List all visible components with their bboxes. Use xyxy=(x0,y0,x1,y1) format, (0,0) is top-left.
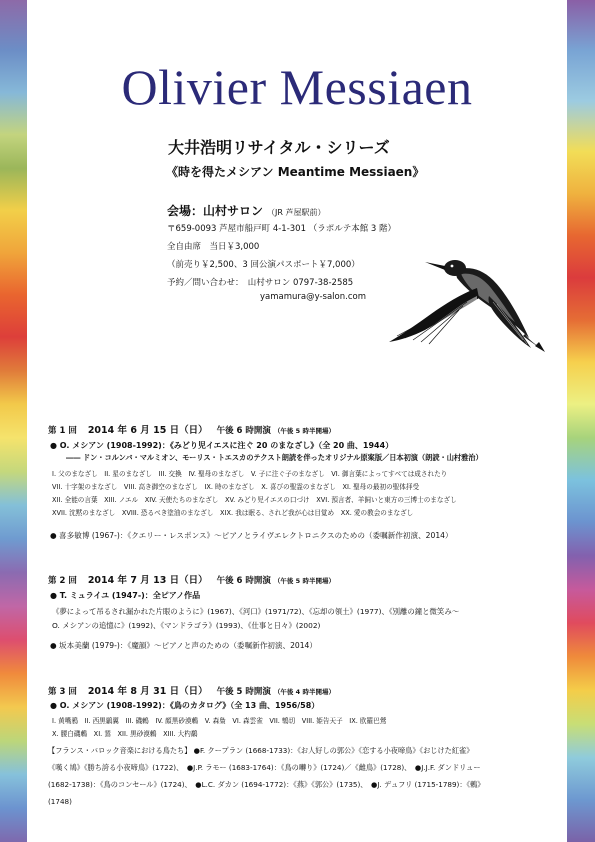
concert-3-heading xyxy=(48,683,335,697)
concert-1-movements-3: XII. 全能の言葉 XIII. ノエル XIV. 天使たちのまなざし XV. みどり児イエスの口づけ XVI. 預言者、羊飼いと東方の三博士のまなざし xyxy=(52,496,457,504)
concert-number: 第 2 回 xyxy=(48,576,77,586)
price-line-1: 全自由席 当日￥3,000 xyxy=(167,242,260,252)
concert-3-baroque-3: (1682-1738)：《鳥のコンセール》(1724)、 ●L.C. ダカン (1694-1772)：《燕》《郭公》(1735)、 ●J. デュフリ (1715-1789)：《鶫》 xyxy=(48,780,485,789)
concert-3-baroque-1: 【フランス・バロック音楽における鳥たち】 ●F. クープラン (1668-1733)：《お人好しの郭公》《恋する小夜啼鳥》《おじけた紅雀》 xyxy=(48,746,474,755)
concert-2-work-2: ● 坂本美蘭 (1979-)：《魔韻》～ピアノと声のための（委嘱新作初演、2014） xyxy=(50,641,317,650)
concert-1-movements-1: I. 父のまなざし II. 星のまなざし III. 交換 IV. 聖母のまなざし V. 子に注ぐ子のまなざし VI. 御言葉によってすべては成されたり xyxy=(52,470,448,478)
concert-number: 第 1 回 xyxy=(48,426,77,436)
series-subtitle: 《時を得たメシアン Meantime Messiaen》 xyxy=(166,165,425,179)
price-line-2: （前売り￥2,500、3 回公演パスポート￥7,000） xyxy=(167,260,360,270)
right-color-stripe xyxy=(567,0,595,842)
venue-note: （JR 芦屋駅前） xyxy=(267,208,326,217)
concert-1-heading xyxy=(48,422,335,436)
concert-number: 第 3 回 xyxy=(48,687,77,697)
concert-2-works-line-2: O. メシアンの追憶に》(1992)、《マンドラゴラ》(1993)、《仕事と日々》(2002) xyxy=(52,621,321,630)
concert-1-work-1: ● O. メシアン (1908-1992)：《みどり児イエスに注ぐ 20 のまなざし》（全 20 曲、1944） xyxy=(50,441,394,450)
contact-phone: 予約／問い合わせ： 山村サロン 0797-38-2585 xyxy=(167,278,354,288)
concert-3-movements-2: X. 腰白磯鶇 XI. 鵟 XII. 黒砂漠鶇 XIII. 大杓鷸 xyxy=(52,730,198,738)
concert-time: 午後 6 時開演 xyxy=(216,576,271,586)
concert-1-movements-4: XVII. 沈黙のまなざし XVIII. 恐るべき塗油のまなざし XIX. 我は眠る、されど我が心は目覚め XX. 愛の教会のまなざし xyxy=(52,509,414,517)
left-color-stripe xyxy=(0,0,27,842)
concert-3-baroque-4: (1748) xyxy=(48,797,72,806)
concert-3-movements-1: I. 黄嘴鴉 II. 西黒鶲翼 III. 磯鶫 IV. 顔黒砂漠鶇 V. 森梟 VI. 森雲雀 VII. 鵯切 VIII. 姫告天子 IX. 欧羅巴鶯 xyxy=(52,717,387,725)
page-title: Olivier Messiaen xyxy=(121,59,473,115)
concert-1-work-2: ● 喜多敏博 (1967-)：《クエリー・レスポンス》～ピアノとライヴエレクトロニクスのための（委嘱新作初演、2014） xyxy=(50,531,453,540)
concert-time: 午後 6 時開演 xyxy=(216,426,271,436)
concert-3-work-1: ● O. メシアン (1908-1992)：《鳥のカタログ》（全 13 曲、1956/58） xyxy=(50,701,320,710)
venue-label xyxy=(167,202,325,219)
contact-email: yamamura@y-salon.com xyxy=(260,292,366,302)
concert-time: 午後 5 時開演 xyxy=(216,687,271,697)
concert-doors: （午後 4 時半開場） xyxy=(273,688,335,696)
venue-name: 会場：山村サロン xyxy=(167,204,264,218)
concert-2-works-line-1: 《夢によって吊るされ漏かれた片眼のように》(1967)、《河口》(1971/72)、《忘却の領土》(1977)、《別離の鐘と微笑み～ xyxy=(52,607,460,616)
concert-1-movements-2: VII. 十字架のまなざし VIII. 高き御空のまなざし IX. 時のまなざし X. 喜びの聖霊のまなざし XI. 聖母の最初の聖体拝受 xyxy=(52,483,420,491)
concert-doors: （午後 5 時半開場） xyxy=(273,427,335,435)
series-title: 大井浩明リサイタル・シリーズ xyxy=(168,138,390,157)
venue-address: 〒659-0093 芦屋市船戸町 4-1-301 （ラポルテ本館 3 階） xyxy=(167,224,397,234)
bird-illustration xyxy=(385,248,555,353)
concert-date: 2014 年 6 月 15 日（日） xyxy=(87,425,208,436)
concert-doors: （午後 5 時半開場） xyxy=(273,577,335,585)
concert-date: 2014 年 8 月 31 日（日） xyxy=(87,686,208,697)
concert-date: 2014 年 7 月 13 日（日） xyxy=(87,575,208,586)
concert-2-heading xyxy=(48,572,335,586)
concert-3-baroque-2: 《嘆く鳩》《勝ち誇る小夜啼鳥》(1722)、 ●J.P. ラモー (1683-1764)：《鳥の囀り》(1724)／《雌鳥》(1728)、 ●J.J.F. ダンドリュー xyxy=(48,763,481,772)
concert-2-work-1: ● T. ミュライユ (1947-)：全ピアノ作品 xyxy=(50,591,201,600)
concert-1-work-1-note: ―― ドン・コルンバ・マルミオン、モーリス・トエスカのテクスト朗読を伴ったオリジナル原案版／日本初演（朗読・山村雅治） xyxy=(66,453,483,462)
